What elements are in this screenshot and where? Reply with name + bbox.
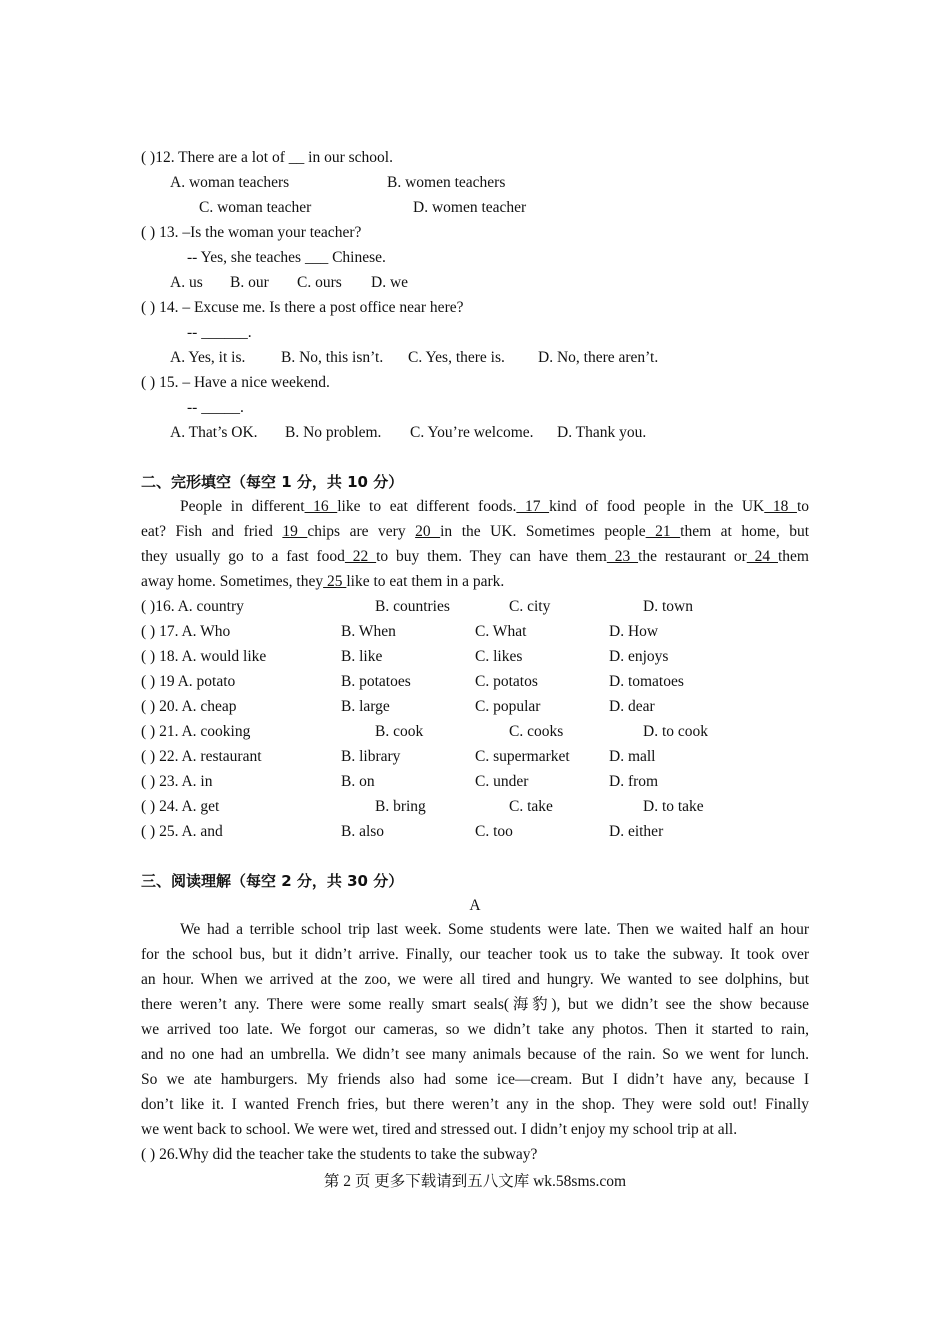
blank-16: 16 [304, 498, 338, 515]
cloze-text: chips are very [307, 523, 406, 540]
cloze-question-19: ( ) 19 A. potato [141, 673, 236, 690]
section-2-heading: 二、完形填空（每空 1 分，共 10 分） [141, 473, 404, 491]
q15-option-b: B. No problem. [285, 424, 382, 441]
cloze-option-b-19: B. potatoes [341, 673, 411, 690]
q13-option-d: D. we [371, 274, 409, 291]
cloze-text: eat? Fish and fried [141, 523, 273, 540]
passage-line: don’t like it. I wanted French fries, but there weren’t any in the shop. They were sold out! Finally [141, 1096, 809, 1113]
cloze-option-d-21: D. to cook [643, 723, 709, 740]
cloze-option-c-22: C. supermarket [475, 748, 570, 765]
q15-option-d: D. Thank you. [557, 424, 647, 441]
passage-line: for the school bus, but it didn’t arrive. Finally, our teacher took us to take the subway. It took over [141, 946, 809, 963]
passage-line: we arrived too late. We forgot our cameras, so we didn’t take any photos. Then it started to rain, [141, 1021, 809, 1038]
cloze-option-c-23: C. under [475, 773, 529, 790]
q15-option-a: A. That’s OK. [170, 424, 258, 441]
question-12-stem: ( )12. There are a lot of __ in our school. [141, 149, 393, 166]
cloze-text: to [796, 498, 810, 515]
q13-option-a: A. us [170, 274, 203, 291]
blank-20: 20 [415, 523, 441, 540]
question-14-reply: -- ______. [187, 324, 252, 341]
cloze-option-b-22: B. library [341, 748, 401, 765]
cloze-question-20: ( ) 20. A. cheap [141, 698, 237, 715]
cloze-option-b-24: B. bring [375, 798, 426, 815]
q14-option-d: D. No, there aren’t. [538, 349, 659, 366]
cloze-option-d-16: D. town [643, 598, 693, 615]
cloze-option-c-20: C. popular [475, 698, 541, 715]
cloze-question-25: ( ) 25. A. and [141, 823, 223, 840]
cloze-option-c-24: C. take [509, 798, 553, 815]
q13-option-c: C. ours [297, 274, 342, 291]
cloze-text: them [777, 548, 809, 565]
cloze-text: People in different [180, 498, 305, 515]
passage-line: So we ate hamburgers. My friends also had some ice—cream. But I didn’t have any, because I [141, 1071, 809, 1088]
cloze-option-c-17: C. What [475, 623, 527, 640]
question-26-stem: ( ) 26.Why did the teacher take the students to take the subway? [141, 1146, 538, 1163]
cloze-question-18: ( ) 18. A. would like [141, 648, 267, 665]
cloze-option-d-24: D. to take [643, 798, 704, 815]
cloze-text: in the UK. Sometimes people [440, 523, 646, 540]
cloze-option-b-20: B. large [341, 698, 390, 715]
cloze-text: to buy them. They can have them [376, 548, 607, 565]
page-footer: 第 2 页 更多下载请到五八文库 wk.58sms.com [323, 1173, 627, 1190]
cloze-option-b-21: B. cook [375, 723, 424, 740]
cloze-line-3 [141, 547, 809, 567]
question-15-reply: -- _____. [187, 399, 244, 416]
cloze-text: the restaurant or [638, 548, 747, 565]
q12-option-d: D. women teacher [413, 199, 527, 216]
section-3-heading: 三、阅读理解（每空 2 分，共 30 分） [141, 872, 404, 890]
blank-25: 25 [323, 573, 347, 590]
blank-19: 19 [282, 523, 308, 540]
cloze-option-b-17: B. When [341, 623, 396, 640]
cloze-text: kind of food people in the UK [549, 498, 765, 515]
cloze-option-b-25: B. also [341, 823, 385, 840]
cloze-option-c-19: C. potatos [475, 673, 538, 690]
cloze-option-d-23: D. from [609, 773, 659, 790]
cloze-option-d-18: D. enjoys [609, 648, 669, 665]
q12-option-b: B. women teachers [387, 174, 506, 191]
question-13-reply: -- Yes, she teaches ___ Chinese. [187, 249, 386, 266]
q14-option-c: C. Yes, there is. [408, 349, 505, 366]
blank-18: 18 [764, 498, 797, 515]
q14-option-a: A. Yes, it is. [170, 349, 246, 366]
passage-line: we went back to school. We were wet, tired and stressed out. I didn’t enjoy my school trip at all. [141, 1121, 738, 1138]
blank-17: 17 [516, 498, 550, 515]
q15-option-c: C. You’re welcome. [410, 424, 534, 441]
cloze-text: like to eat them in a park. [346, 573, 505, 590]
blank-23: 23 [606, 548, 639, 565]
question-15-stem: ( ) 15. – Have a nice weekend. [141, 374, 330, 391]
cloze-text: away home. Sometimes, they [141, 573, 324, 590]
cloze-question-16: ( )16. A. country [141, 598, 244, 615]
cloze-option-d-25: D. either [609, 823, 664, 840]
passage-line: and no one had an umbrella. We didn’t see many animals because of the rain. So we went for lunch. [141, 1046, 809, 1063]
cloze-option-c-25: C. too [475, 823, 513, 840]
cloze-option-b-18: B. like [341, 648, 383, 665]
cloze-option-c-18: C. likes [475, 648, 523, 665]
cloze-option-b-23: B. on [341, 773, 375, 790]
cloze-line-2 [141, 522, 809, 542]
cloze-option-c-21: C. cooks [509, 723, 564, 740]
cloze-option-c-16: C. city [509, 598, 551, 615]
passage-line: there weren’t any. There were some really smart seals(海豹), but we didn’t see the show because [141, 996, 809, 1013]
question-13-stem: ( ) 13. –Is the woman your teacher? [141, 224, 362, 241]
passage-line: an hour. When we arrived at the zoo, we were all tired and hungry. We wanted to see dolphins, but [141, 971, 809, 988]
cloze-question-21: ( ) 21. A. cooking [141, 723, 251, 740]
q12-option-c: C. woman teacher [199, 199, 312, 216]
cloze-option-d-22: D. mall [609, 748, 656, 765]
cloze-option-d-20: D. dear [609, 698, 655, 715]
passage-label: A [469, 897, 481, 914]
cloze-question-17: ( ) 17. A. Who [141, 623, 231, 640]
cloze-question-22: ( ) 22. A. restaurant [141, 748, 262, 765]
q12-option-a: A. woman teachers [170, 174, 290, 191]
cloze-question-23: ( ) 23. A. in [141, 773, 213, 790]
cloze-line-4 [141, 572, 504, 592]
q13-option-b: B. our [230, 274, 269, 291]
blank-21: 21 [645, 523, 681, 540]
cloze-option-b-16: B. countries [375, 598, 450, 615]
q14-option-b: B. No, this isn’t. [281, 349, 384, 366]
cloze-text: like to eat different foods. [337, 498, 517, 515]
question-14-stem: ( ) 14. – Excuse me. Is there a post office near here? [141, 299, 464, 316]
cloze-text: they usually go to a fast food [141, 548, 345, 565]
cloze-text: them at home, but [680, 523, 810, 540]
blank-24: 24 [746, 548, 778, 565]
cloze-option-d-17: D. How [609, 623, 659, 640]
passage-line: We had a terrible school trip last week. Some students were late. Then we waited half an hour [180, 921, 809, 938]
cloze-option-d-19: D. tomatoes [609, 673, 684, 690]
cloze-line-1 [141, 497, 809, 517]
cloze-question-24: ( ) 24. A. get [141, 798, 220, 815]
blank-22: 22 [344, 548, 377, 565]
